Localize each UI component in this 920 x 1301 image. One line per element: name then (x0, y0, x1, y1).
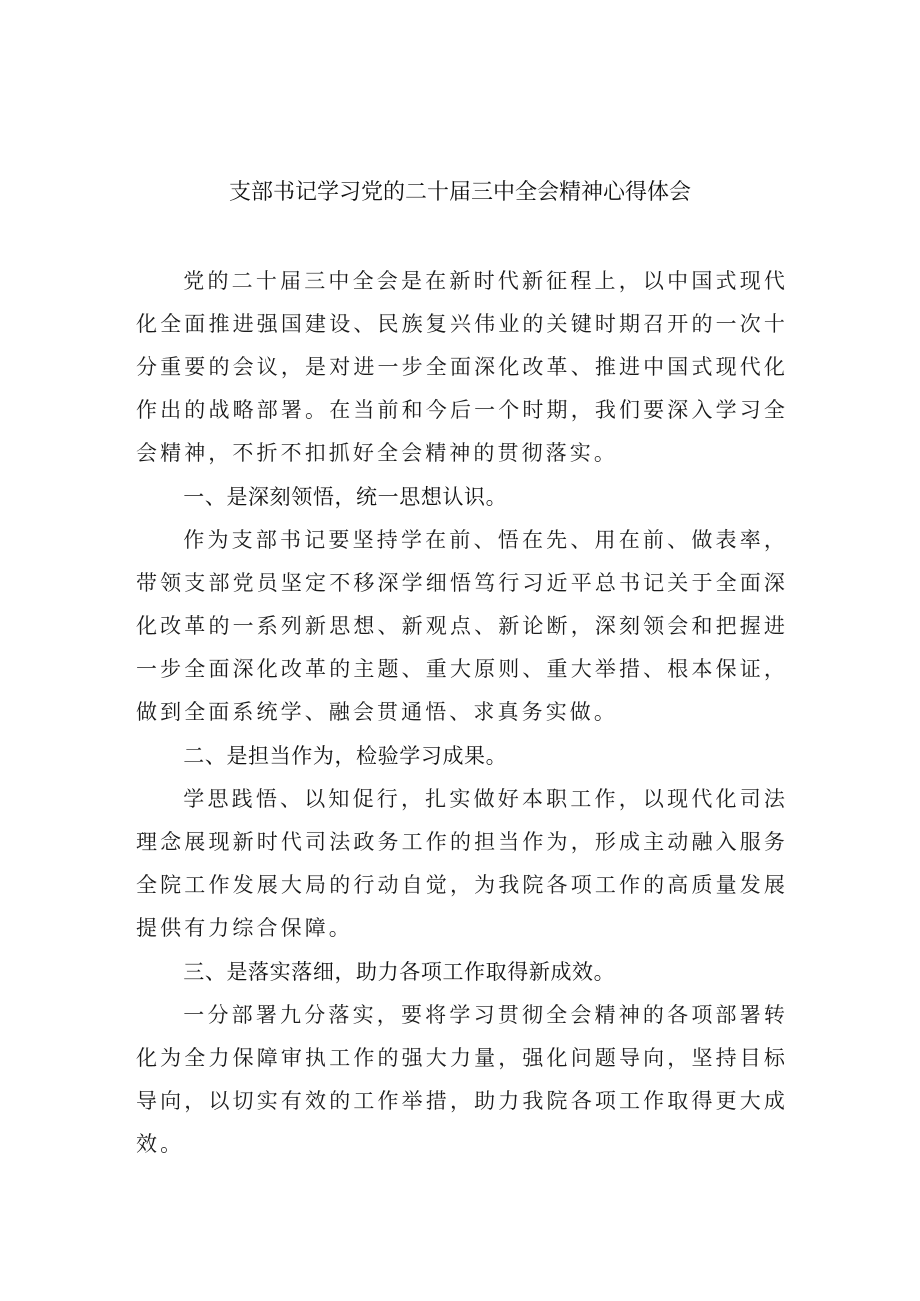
section-2-paragraph: 学思践悟、以知促行，扎实做好本职工作，以现代化司法理念展现新时代司法政务工作的担当作为，形成主动融入服务全院工作发展大局的行动自觉，为我院各项工作的高质量发展提供有力综合保障。 (136, 787, 788, 940)
section-2-heading: 二、是担当作为，检验学习成果。 (183, 744, 508, 768)
section-1-heading: 一、是深刻领悟，统一思想认识。 (183, 485, 508, 509)
section-1-paragraph: 作为支部书记要坚持学在前、悟在先、用在前、做表率，带领支部党员坚定不移深学细悟笃行习近平总书记关于全面深化改革的一系列新思想、新观点、新论断，深刻领会和把握进一步全面深化改革的主题、重大原则、重大举措、根本保证，做到全面系统学、融会贯通悟、求真务实做。 (136, 528, 788, 724)
intro-paragraph: 党的二十届三中全会是在新时代新征程上，以中国式现代化全面推进强国建设、民族复兴伟业的关键时期召开的一次十分重要的会议，是对进一步全面深化改革、推进中国式现代化作出的战略部署。在当前和今后一个时期，我们要深入学习全会精神，不折不扣抓好全会精神的贯彻落实。 (136, 269, 788, 465)
document-body (136, 260, 788, 1166)
document-title: 支部书记学习党的二十届三中全会精神心得体会 (228, 180, 691, 205)
section-3-paragraph: 一分部署九分落实，要将学习贯彻全会精神的各项部署转化为全力保障审执工作的强大力量，强化问题导向，坚持目标导向，以切实有效的工作举措，助力我院各项工作取得更大成效。 (136, 1003, 788, 1156)
section-3-heading: 三、是落实落细，助力各项工作取得新成效。 (183, 960, 616, 984)
